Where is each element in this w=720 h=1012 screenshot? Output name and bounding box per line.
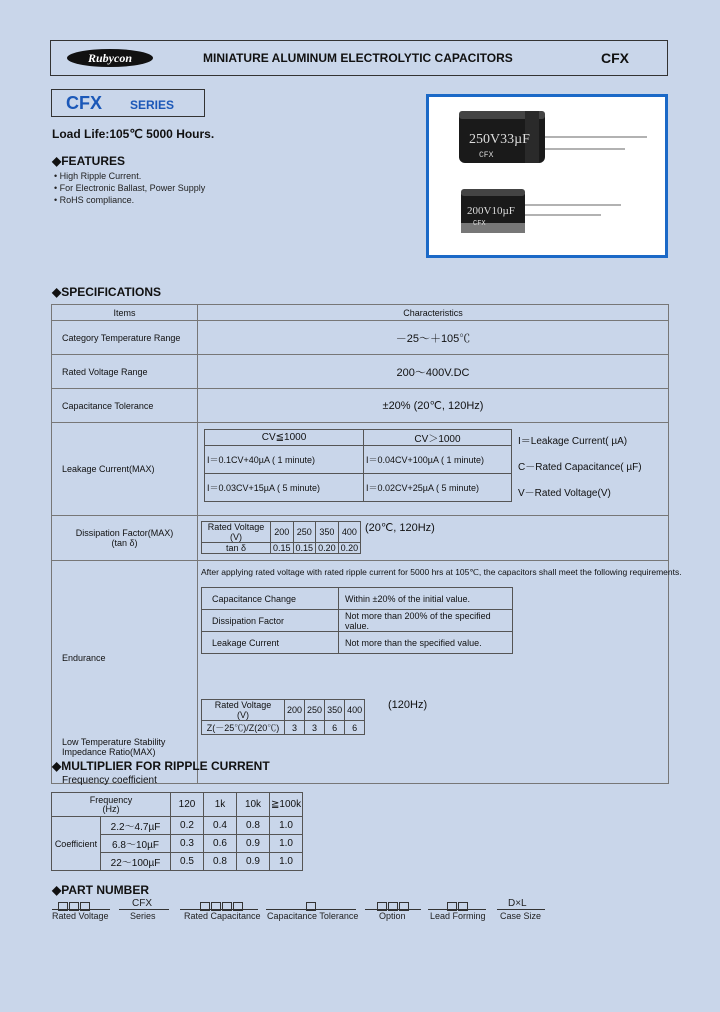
- document-title: MINIATURE ALUMINUM ELECTROLYTIC CAPACITORS: [203, 51, 513, 65]
- cap2-text: 200V10µF: [467, 205, 515, 217]
- pn-field-label: Series: [130, 911, 156, 921]
- pn-case-code: D×L: [508, 898, 527, 909]
- specifications-table: [51, 304, 682, 784]
- endurance-cell: [198, 561, 682, 784]
- endurance-table: Capacitance Change Within ±20% of the initial value. Dissipation Factor Not more than 200% of the specified value. Leakage Current Not more than the specified value.: [201, 587, 513, 654]
- row-label: Leakage Current(MAX): [52, 423, 198, 516]
- pn-field-label: Case Size: [500, 911, 542, 921]
- tolerance-value: ±20% (20℃, 120Hz): [198, 389, 669, 423]
- series-box: [51, 89, 205, 117]
- leakage-note: C－Rated Capacitance( µF): [518, 462, 642, 473]
- series-suffix: SERIES: [130, 98, 175, 112]
- pn-field-label: Capacitance Tolerance: [267, 911, 359, 921]
- cap1-text: 250V33µF: [469, 132, 530, 147]
- rubycon-logo: Rubycon: [67, 49, 153, 67]
- leakage-note: V－Rated Voltage(V): [518, 488, 611, 499]
- pn-field-label: Lead Forming: [430, 911, 486, 921]
- pn-field-label: Option: [379, 911, 406, 921]
- header-bar: [50, 40, 668, 76]
- load-life: Load Life:105℃ 5000 Hours.: [52, 127, 215, 141]
- lowtemp-condition: (120Hz): [388, 699, 428, 711]
- cap1-series: CFX: [479, 151, 494, 160]
- pn-field-label: Rated Capacitance: [184, 911, 261, 921]
- series-code: CFX: [601, 50, 629, 66]
- product-photo: [426, 94, 668, 258]
- row-label: Rated Voltage Range: [52, 355, 198, 389]
- leakage-cell: [198, 423, 669, 516]
- leakage-note: I＝Leakage Current( µA): [518, 436, 628, 447]
- col-items: Items: [52, 305, 198, 321]
- feature-item: • RoHS compliance.: [54, 195, 135, 205]
- feature-item: • For Electronic Ballast, Power Supply: [54, 183, 206, 193]
- specifications-heading: ◆SPECIFICATIONS: [52, 285, 162, 299]
- ripple-subheading: Frequency coefficient: [62, 775, 157, 786]
- voltage-value: 200～400V.DC: [198, 355, 669, 389]
- leakage-table: CV≦1000 CV＞1000 I＝0.1CV+40µA ( 1 minute) I＝0.04CV+100µA ( 1 minute) I＝0.03CV+15µA ( 5 minute) I＝0.02CV+25µA ( 5 minute): [204, 429, 512, 502]
- part-number-heading: ◆PART NUMBER: [52, 883, 150, 897]
- series-name: CFX: [66, 93, 102, 113]
- temp-value: －25～＋105℃: [198, 321, 669, 355]
- col-characteristics: Characteristics: [198, 305, 669, 321]
- df-cell: [198, 516, 669, 561]
- row-label: Endurance Low Temperature Stability Impedance Ratio(MAX): [52, 561, 198, 784]
- pn-field-label: Rated Voltage: [52, 911, 109, 921]
- features-heading: ◆FEATURES: [52, 154, 126, 168]
- ripple-heading: ◆MULTIPLIER FOR RIPPLE CURRENT: [52, 759, 270, 773]
- ripple-table: Frequency (Hz) 120 1k 10k ≧100k Coefficient 2.2～4.7µF 0.2 0.4 0.8 1.0 6.8～10µF 0.3 0.6 0.9 1.0 22～100µF 0.5 0.8 0.9 1.0: [51, 792, 303, 871]
- endurance-intro: After applying rated voltage with rated ripple current for 5000 hrs at 105℃, the capacitors shall meet the following requirements.: [201, 567, 682, 577]
- feature-item: • High Ripple Current.: [54, 171, 142, 181]
- pn-series-code: CFX: [132, 898, 152, 909]
- row-label: Capacitance Tolerance: [52, 389, 198, 423]
- lowtemp-table: Rated Voltage (V) 200 250 350 400 Z(－25℃)/Z(20℃) 3 3 6 6: [201, 699, 365, 735]
- row-label: Dissipation Factor(MAX) (tan δ): [52, 516, 198, 561]
- df-table: Rated Voltage (V) 200 250 350 400 tan δ 0.15 0.15 0.20 0.20: [201, 521, 361, 554]
- df-condition: (20℃, 120Hz): [365, 522, 435, 534]
- row-label: Category Temperature Range: [52, 321, 198, 355]
- cap2-series: CFX: [473, 220, 486, 228]
